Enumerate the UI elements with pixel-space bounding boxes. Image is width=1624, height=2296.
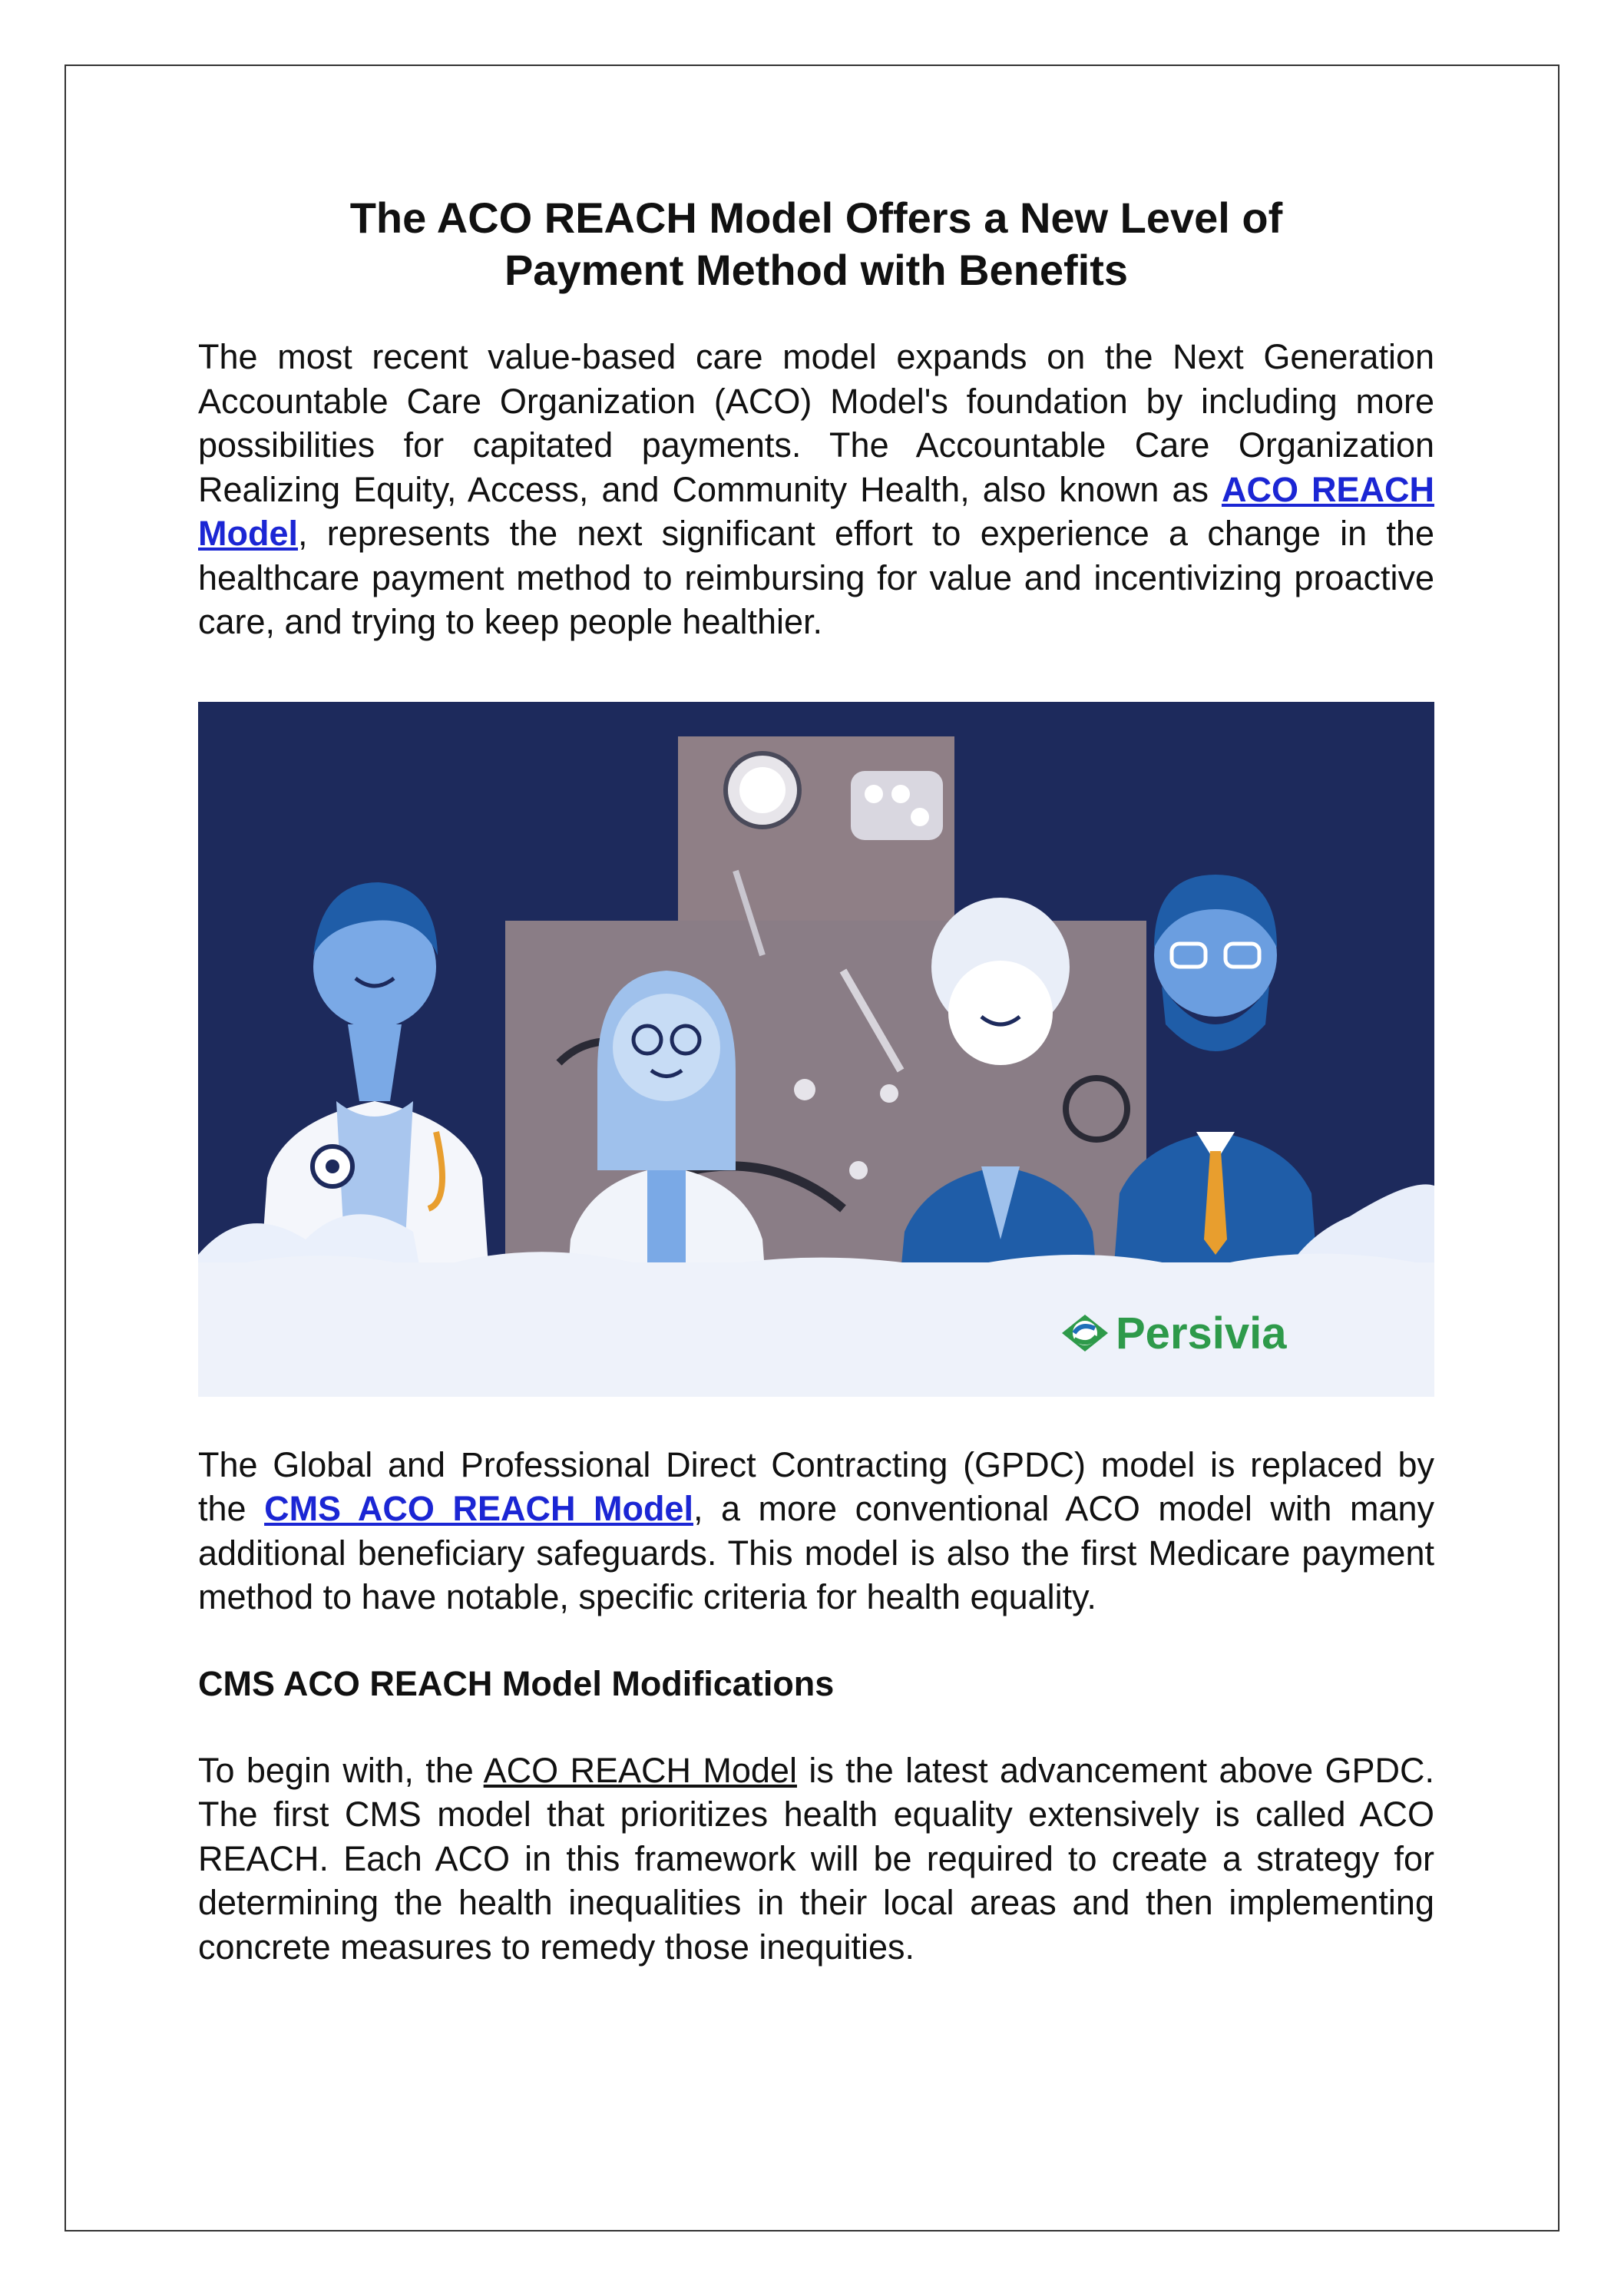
title-line-2: Payment Method with Benefits [504, 246, 1129, 294]
title-line-1: The ACO REACH Model Offers a New Level of [349, 194, 1283, 242]
hero-illustration [198, 702, 1434, 1397]
modifications-paragraph [198, 1748, 1434, 1970]
section-heading: CMS ACO REACH Model Modifications [198, 1663, 835, 1703]
doctors-illustration [198, 702, 1434, 1397]
cms-aco-reach-model-link[interactable]: CMS ACO REACH Model [264, 1489, 693, 1528]
intro-paragraph [198, 335, 1434, 644]
persivia-brand-text: Persivia [1116, 1308, 1287, 1358]
modifications-text-start: To begin with, the [198, 1750, 484, 1790]
page-title [198, 192, 1434, 296]
intro-text-start: The most recent value-based care model expands on the Next Generation Accountable Care Organization (ACO) Model's foundation by including more possibilities for capitated payments. The Accountable Care Organization Realizing Equity, Access, and Community Health, also known as [198, 337, 1434, 509]
intro-text-end: , represents the next significant effort to experience a change in the healthcare payment method to reimbursing for value and incentivizing proactive care, and trying to keep people healthier. [198, 514, 1434, 641]
aco-reach-model-link-2[interactable]: ACO REACH Model [483, 1750, 797, 1790]
gpdc-text-end: , a more conventional ACO model with many additional beneficiary safeguards. This model is also the first Medicare payment method to have notable, specific criteria for health equality. [198, 1489, 1435, 1616]
gpdc-paragraph [198, 1443, 1434, 1619]
aco-reach-model-link[interactable]: ACO REACH Model [198, 469, 1434, 553]
article [198, 192, 1434, 1969]
gpdc-text-start: The Global and Professional Direct Contracting (GPDC) model is replaced by the [198, 1444, 1434, 1528]
modifications-text-end: is the latest advancement above GPDC. The first CMS model that prioritizes health equality extensively is called ACO REACH. Each ACO in this framework will be required to create a strategy for determining the health inequalities in their local areas and then implementing concrete measures to remedy those inequities. [198, 1750, 1434, 1967]
